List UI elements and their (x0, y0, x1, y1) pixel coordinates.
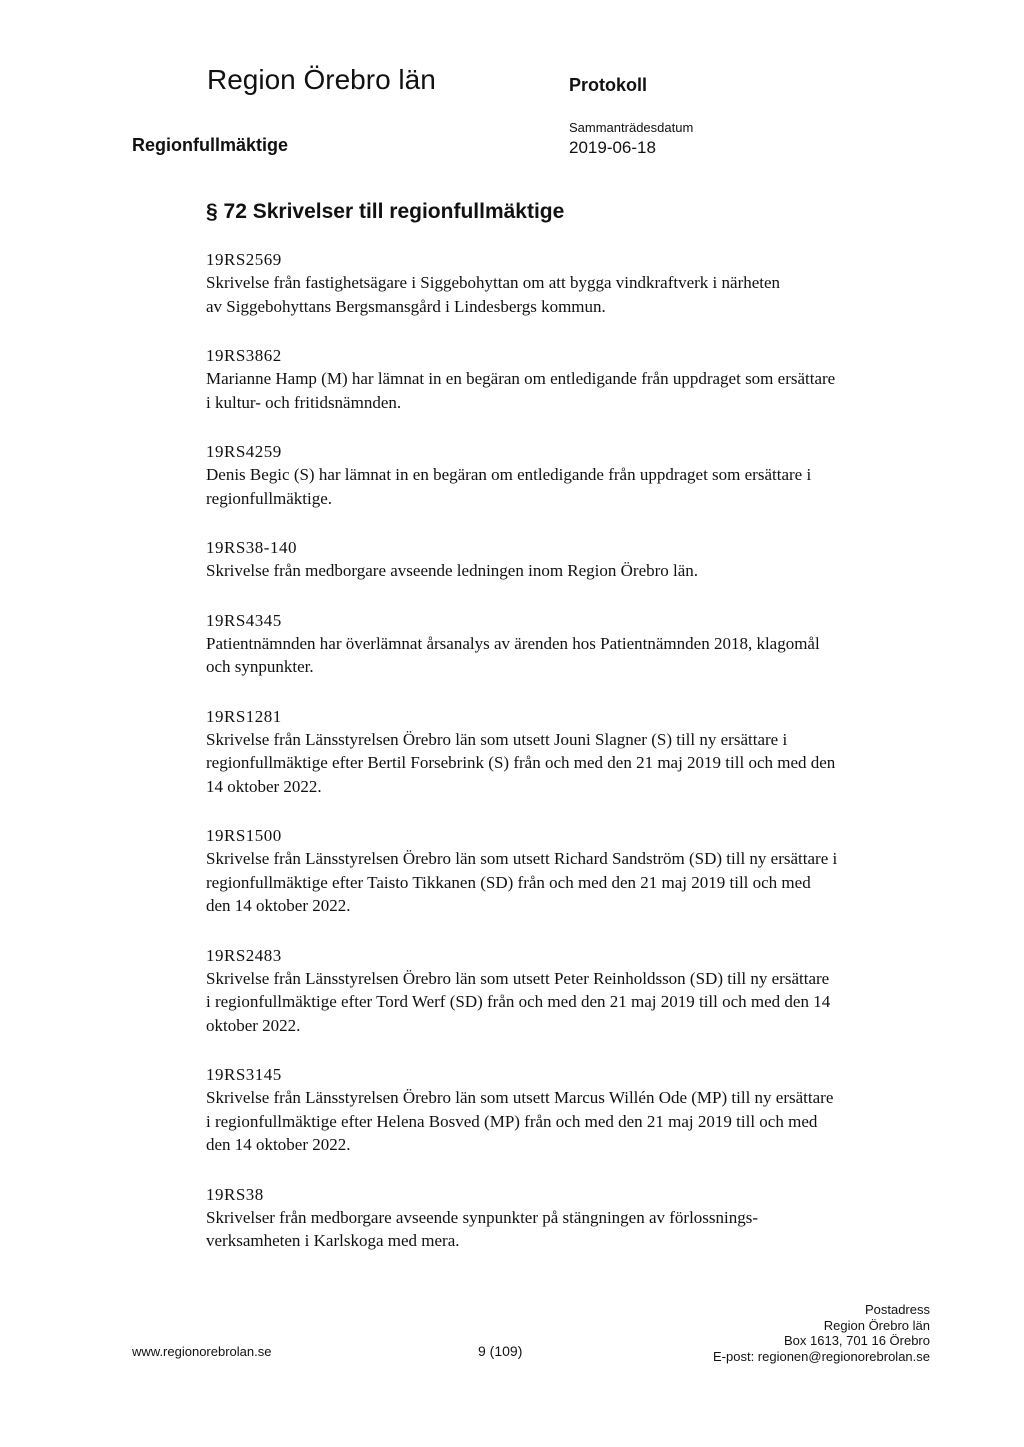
case-number: 19RS1500 (206, 826, 282, 845)
organization-name: Region Örebro län (207, 64, 436, 95)
address-name: Region Örebro län (823, 1317, 930, 1333)
entry-text: Denis Begic (S) har lämnat in en begäran om entledigande från uppdraget som ersättare i regionfullmäktige. (206, 465, 812, 508)
entry-text: Skrivelse från fastighetsägare i Siggebohyttan om att bygga vindkraftverk i närheten av Siggebohyttans Bergsmansgård i Lindesbergs kommun. (206, 273, 781, 316)
case-number: 19RS1281 (206, 706, 282, 726)
footer-postal-address (713, 1302, 930, 1364)
entry-text: Skrivelse från Länsstyrelsen Örebro län som utsett Marcus Willén Ode (MP) till ny ersättare i regionfullmäktige efter Helena Bosved (MP) från och med den 21 maj 2019 till och med den 14 oktober 2022. (206, 1088, 834, 1154)
list-item (206, 824, 886, 918)
body-name: Regionfullmäktige (132, 135, 289, 155)
list-item (206, 944, 886, 1038)
address-box: Box 1613, 701 16 Örebro (784, 1333, 930, 1348)
entry-text: Skrivelse från Länsstyrelsen Örebro län som utsett Richard Sandström (SD) till ny ersättare i regionfullmäktige efter Taisto Tikkanen (SD) från och med den 21 maj 2019 till och med den 14 oktober 2022. (206, 849, 838, 915)
case-number: 19RS38-140 (206, 538, 297, 557)
list-item (206, 440, 886, 510)
case-number: 19RS3145 (206, 1065, 282, 1084)
document-type: Protokoll (569, 75, 648, 95)
list-item (206, 609, 886, 679)
entry-text: Patientnämnden har överlämnat årsanalys av ärenden hos Patientnämnden 2018, klagomål och synpunkter. (206, 633, 820, 676)
list-item (206, 705, 886, 799)
entry-text: Marianne Hamp (M) har lämnat in en begäran om entledigande från uppdraget som ersättare i kultur- och fritidsnämnden. (206, 369, 836, 412)
entry-text: Skrivelse från Länsstyrelsen Örebro län som utsett Jouni Slagner (S) till ny ersättare i regionfullmäktige efter Bertil Forsebrink (S) från och med den 21 maj 2019 till och med den 14 oktober 2022. (206, 729, 836, 796)
entry-text: Skrivelse från medborgare avseende ledningen inom Region Örebro län. (206, 561, 699, 580)
footer-email-link[interactable]: E-post: regionen@regionorebrolan.se (713, 1348, 930, 1364)
entry-text: Skrivelse från Länsstyrelsen Örebro län som utsett Peter Reinholdsson (SD) till ny ersättare i regionfullmäktige efter Tord Werf (SD) från och med den 21 maj 2019 till och med den 14 oktober 2022. (206, 968, 831, 1035)
page-number: 9 (109) (478, 1343, 523, 1359)
case-number: 19RS38 (206, 1184, 264, 1204)
list-item (206, 344, 886, 414)
case-number: 19RS4345 (206, 610, 282, 630)
address-label: Postadress (864, 1302, 930, 1317)
case-number: 19RS2483 (206, 945, 282, 965)
list-item (206, 536, 886, 583)
list-item (206, 248, 886, 318)
entry-list (206, 248, 886, 1279)
case-number: 19RS3862 (206, 346, 282, 365)
meeting-date-label: Sammanträdesdatum (569, 120, 694, 135)
footer-website-link[interactable]: www.regionorebrolan.se (132, 1344, 272, 1359)
case-number: 19RS4259 (206, 442, 282, 461)
entry-text: Skrivelser från medborgare avseende synpunkter på stängningen av förlossnings- verksamheten i Karlskoga med mera. (206, 1207, 759, 1250)
list-item (206, 1183, 886, 1253)
list-item (206, 1063, 886, 1157)
case-number: 19RS2569 (206, 250, 282, 269)
meeting-date-value: 2019-06-18 (569, 138, 656, 157)
section-title: § 72 Skrivelser till regionfullmäktige (206, 200, 565, 223)
